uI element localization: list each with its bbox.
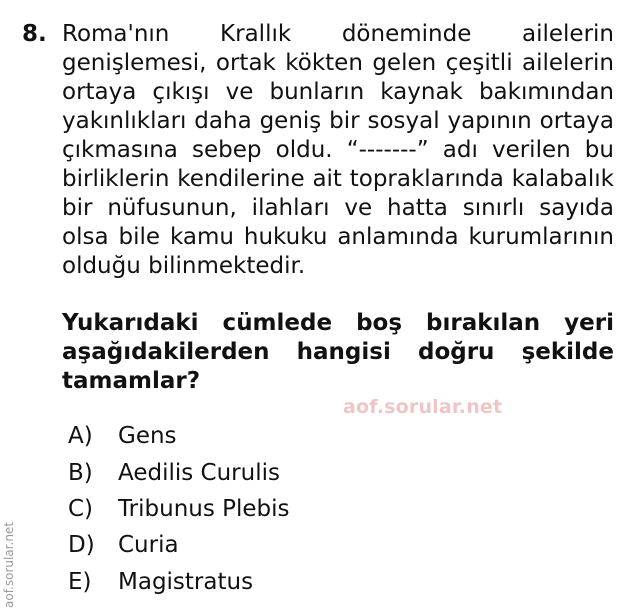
option-a[interactable]	[68, 418, 518, 454]
answer-options	[68, 418, 518, 600]
option-letter: D)	[68, 532, 95, 559]
option-text: Aedilis Curulis	[118, 459, 280, 486]
question-stem: Roma'nın Krallık döneminde ailelerin genişlemesi, ortak kökten gelen çeşitli ailelerin ortaya çıkışı ve bunların kaynak bakımından yakınlıkları daha geniş bir sosyal yapının ortaya çıkmasına sebep oldu. “-------” adı verilen bu birliklerin kendilerine ait topraklarında kalabalık bir nüfusunun, ilahları ve hatta sınırlı sayıda olsa bile kamu hukuku anlamında kurumlarının olduğu bilinmektedir.	[62, 21, 614, 279]
question-prompt: Yukarıdaki cümlede boş bırakılan yeri aşağıdakilerden hangisi doğru şekilde tamamlar?	[62, 310, 614, 394]
option-letter: C)	[68, 495, 94, 522]
option-text: Gens	[118, 423, 177, 450]
option-b[interactable]	[68, 454, 518, 490]
option-text: Tribunus Plebis	[118, 495, 290, 522]
option-text: Curia	[118, 532, 179, 559]
question-number: 8.	[22, 21, 47, 47]
option-letter: E)	[68, 568, 92, 595]
option-c[interactable]	[68, 491, 518, 527]
option-letter: B)	[68, 459, 93, 486]
option-e[interactable]	[68, 564, 518, 600]
option-text: Magistratus	[118, 568, 254, 595]
option-letter: A)	[68, 423, 93, 450]
option-d[interactable]	[68, 527, 518, 563]
watermark-side: aof.sorular.net	[2, 521, 16, 608]
watermark-center: aof.sorular.net	[343, 396, 503, 418]
